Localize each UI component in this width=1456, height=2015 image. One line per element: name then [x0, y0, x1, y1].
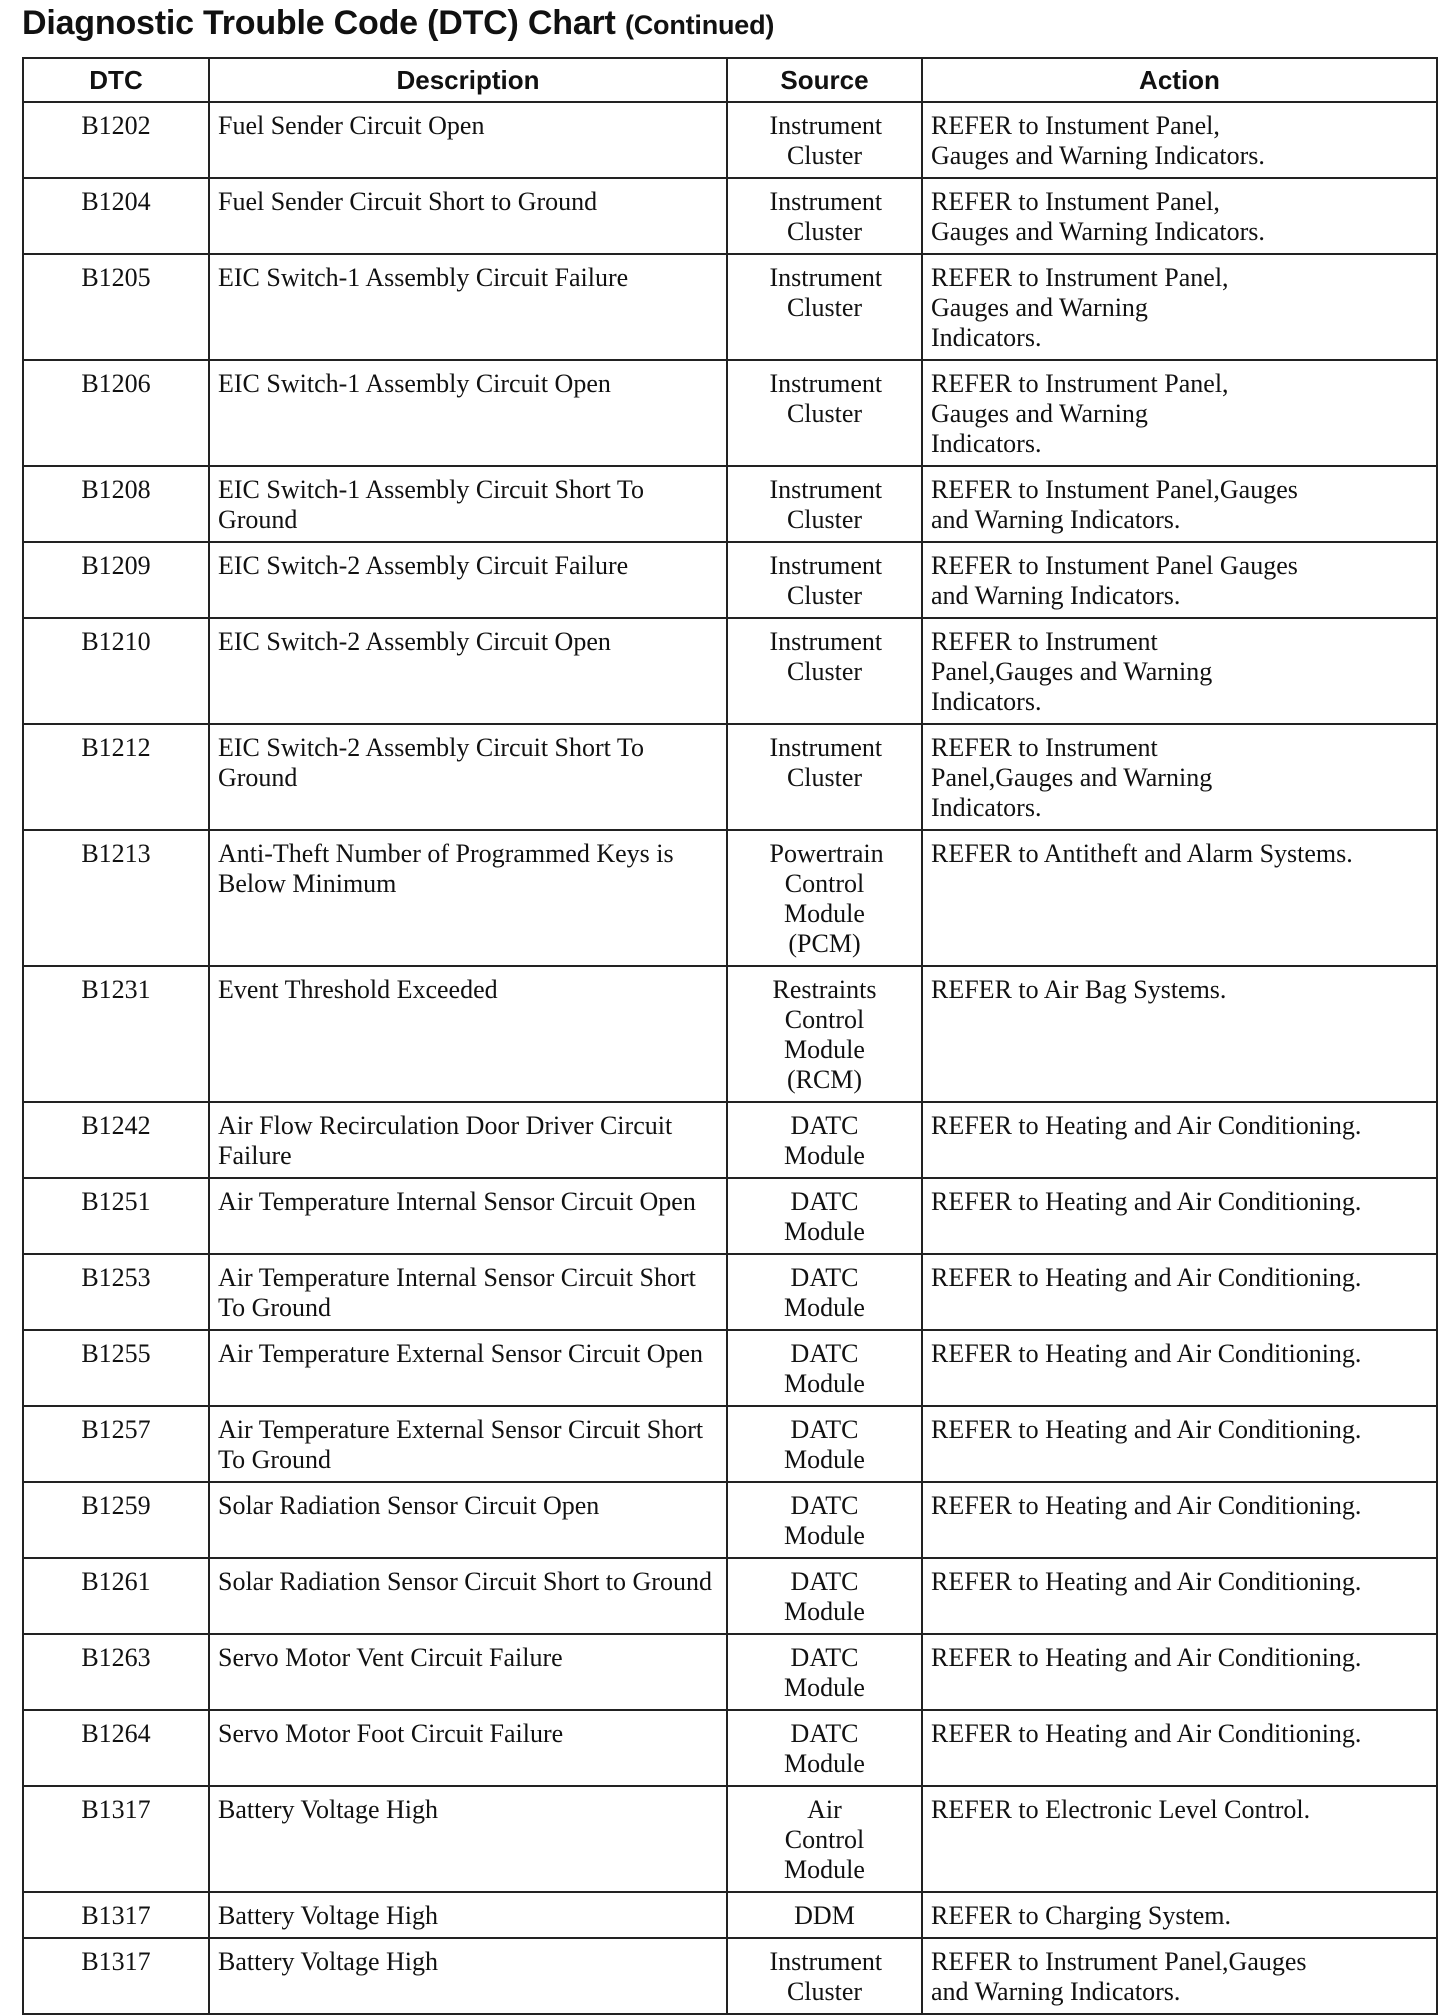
source-text: DATC Module [784, 1339, 865, 1398]
source-text: DATC Module [784, 1187, 865, 1246]
action-text: REFER to Heating and Air Conditioning. [931, 1415, 1362, 1444]
action-cell [922, 1634, 1437, 1710]
description-cell: EIC Switch-1 Assembly Circuit Open [209, 360, 727, 466]
action-cell [922, 254, 1437, 360]
source-cell [727, 360, 922, 466]
dtc-code-cell: B1212 [23, 724, 209, 830]
description-cell: EIC Switch-2 Assembly Circuit Failure [209, 542, 727, 618]
source-text: DDM [794, 1901, 855, 1930]
source-text: DATC Module [784, 1415, 865, 1474]
action-text: REFER to Heating and Air Conditioning. [931, 1491, 1362, 1520]
source-cell [727, 254, 922, 360]
table-row [23, 1406, 1437, 1482]
action-text: REFER to Instrument Panel, Gauges and Warning Indicators. [931, 263, 1229, 352]
table-row [23, 1938, 1437, 2014]
action-cell [922, 466, 1437, 542]
table-row [23, 1892, 1437, 1938]
source-text: Instrument Cluster [769, 551, 883, 610]
column-header-dtc: DTC [23, 58, 209, 102]
dtc-code-cell: B1253 [23, 1254, 209, 1330]
source-text: Instrument Cluster [769, 263, 883, 322]
source-text: Instrument Cluster [769, 475, 883, 534]
column-header-source: Source [727, 58, 922, 102]
action-cell [922, 178, 1437, 254]
action-cell [922, 1558, 1437, 1634]
table-row [23, 1178, 1437, 1254]
source-cell [727, 1634, 922, 1710]
source-cell [727, 618, 922, 724]
action-text: REFER to Instrument Panel,Gauges and Warning Indicators. [931, 733, 1213, 822]
table-row [23, 618, 1437, 724]
description-cell: Servo Motor Vent Circuit Failure [209, 1634, 727, 1710]
action-text: REFER to Heating and Air Conditioning. [931, 1187, 1362, 1216]
dtc-table [22, 57, 1438, 2015]
action-text: REFER to Heating and Air Conditioning. [931, 1263, 1362, 1292]
dtc-code-cell: B1213 [23, 830, 209, 966]
description-cell: Event Threshold Exceeded [209, 966, 727, 1102]
table-body [23, 102, 1437, 2014]
description-cell: Battery Voltage High [209, 1938, 727, 2014]
source-text: DATC Module [784, 1263, 865, 1322]
source-text: DATC Module [784, 1719, 865, 1778]
dtc-code-cell: B1264 [23, 1710, 209, 1786]
source-cell [727, 178, 922, 254]
source-cell [727, 1406, 922, 1482]
dtc-code-cell: B1210 [23, 618, 209, 724]
source-text: Instrument Cluster [769, 369, 883, 428]
description-cell: Air Temperature Internal Sensor Circuit Open [209, 1178, 727, 1254]
table-row [23, 102, 1437, 178]
action-text: REFER to Instrument Panel,Gauges and Warning Indicators. [931, 627, 1213, 716]
table-row [23, 1558, 1437, 1634]
source-cell [727, 1786, 922, 1892]
source-cell [727, 966, 922, 1102]
action-text: REFER to Instument Panel, Gauges and Warning Indicators. [931, 187, 1265, 246]
source-cell [727, 1102, 922, 1178]
action-cell [922, 1786, 1437, 1892]
source-cell [727, 466, 922, 542]
action-text: REFER to Instument Panel Gauges and Warning Indicators. [931, 551, 1298, 610]
description-cell: Fuel Sender Circuit Open [209, 102, 727, 178]
source-text: Instrument Cluster [769, 1947, 883, 2006]
title-text: Diagnostic Trouble Code (DTC) Chart [22, 4, 616, 42]
action-cell [922, 102, 1437, 178]
table-row [23, 1786, 1437, 1892]
column-header-description: Description [209, 58, 727, 102]
description-cell: EIC Switch-2 Assembly Circuit Open [209, 618, 727, 724]
description-cell: Air Flow Recirculation Door Driver Circuit Failure [209, 1102, 727, 1178]
table-row [23, 1710, 1437, 1786]
description-cell: EIC Switch-1 Assembly Circuit Failure [209, 254, 727, 360]
action-cell [922, 618, 1437, 724]
source-cell [727, 724, 922, 830]
source-cell [727, 102, 922, 178]
source-cell [727, 1330, 922, 1406]
source-text: Air Control Module [784, 1795, 865, 1884]
source-cell [727, 1710, 922, 1786]
description-cell: Servo Motor Foot Circuit Failure [209, 1710, 727, 1786]
source-cell [727, 1558, 922, 1634]
description-cell: EIC Switch-1 Assembly Circuit Short To Ground [209, 466, 727, 542]
source-text: Powertrain Control Module (PCM) [769, 839, 884, 958]
source-text: Instrument Cluster [769, 187, 883, 246]
table-row [23, 466, 1437, 542]
action-text: REFER to Instrument Panel,Gauges and Warning Indicators. [931, 1947, 1307, 2006]
dtc-code-cell: B1208 [23, 466, 209, 542]
header-row [23, 58, 1437, 102]
action-cell [922, 1330, 1437, 1406]
source-cell [727, 1482, 922, 1558]
table-row [23, 1634, 1437, 1710]
description-cell: Fuel Sender Circuit Short to Ground [209, 178, 727, 254]
dtc-code-cell: B1251 [23, 1178, 209, 1254]
table-row [23, 1330, 1437, 1406]
dtc-code-cell: B1205 [23, 254, 209, 360]
action-text: REFER to Antitheft and Alarm Systems. [931, 839, 1353, 868]
action-text: REFER to Heating and Air Conditioning. [931, 1111, 1362, 1140]
description-cell: Air Temperature External Sensor Circuit Short To Ground [209, 1406, 727, 1482]
dtc-code-cell: B1231 [23, 966, 209, 1102]
action-text: REFER to Heating and Air Conditioning. [931, 1339, 1362, 1368]
dtc-code-cell: B1255 [23, 1330, 209, 1406]
dtc-code-cell: B1263 [23, 1634, 209, 1710]
page-title [22, 4, 774, 43]
action-cell [922, 830, 1437, 966]
action-cell [922, 966, 1437, 1102]
dtc-code-cell: B1257 [23, 1406, 209, 1482]
action-text: REFER to Charging System. [931, 1901, 1231, 1930]
dtc-code-cell: B1259 [23, 1482, 209, 1558]
action-cell [922, 1102, 1437, 1178]
action-cell [922, 1406, 1437, 1482]
action-text: REFER to Instrument Panel, Gauges and Warning Indicators. [931, 369, 1229, 458]
source-text: DATC Module [784, 1491, 865, 1550]
description-cell: Air Temperature External Sensor Circuit Open [209, 1330, 727, 1406]
source-cell [727, 1254, 922, 1330]
source-cell [727, 1178, 922, 1254]
table-row [23, 178, 1437, 254]
title-suffix: (Continued) [624, 10, 775, 40]
description-cell: Solar Radiation Sensor Circuit Open [209, 1482, 727, 1558]
dtc-code-cell: B1242 [23, 1102, 209, 1178]
dtc-code-cell: B1204 [23, 178, 209, 254]
description-cell: Solar Radiation Sensor Circuit Short to Ground [209, 1558, 727, 1634]
source-cell [727, 1938, 922, 2014]
description-cell: Battery Voltage High [209, 1786, 727, 1892]
table-row [23, 254, 1437, 360]
table-row [23, 830, 1437, 966]
action-cell [922, 1938, 1437, 2014]
table-row [23, 724, 1437, 830]
description-cell: Anti-Theft Number of Programmed Keys is Below Minimum [209, 830, 727, 966]
dtc-code-cell: B1206 [23, 360, 209, 466]
table-row [23, 542, 1437, 618]
source-text: Instrument Cluster [769, 733, 883, 792]
table-row [23, 1482, 1437, 1558]
action-cell [922, 1482, 1437, 1558]
table-row [23, 966, 1437, 1102]
table-row [23, 360, 1437, 466]
source-text: DATC Module [784, 1111, 865, 1170]
action-text: REFER to Electronic Level Control. [931, 1795, 1311, 1824]
action-text: REFER to Instument Panel, Gauges and Warning Indicators. [931, 111, 1265, 170]
source-text: DATC Module [784, 1567, 865, 1626]
action-cell [922, 542, 1437, 618]
dtc-code-cell: B1202 [23, 102, 209, 178]
dtc-code-cell: B1261 [23, 1558, 209, 1634]
dtc-code-cell: B1317 [23, 1786, 209, 1892]
source-text: DATC Module [784, 1643, 865, 1702]
action-cell [922, 1710, 1437, 1786]
source-cell [727, 830, 922, 966]
action-cell [922, 1178, 1437, 1254]
action-cell [922, 1892, 1437, 1938]
source-text: Instrument Cluster [769, 627, 883, 686]
action-cell [922, 360, 1437, 466]
source-text: Instrument Cluster [769, 111, 883, 170]
action-text: REFER to Heating and Air Conditioning. [931, 1567, 1362, 1596]
description-cell: Air Temperature Internal Sensor Circuit Short To Ground [209, 1254, 727, 1330]
action-cell [922, 724, 1437, 830]
dtc-code-cell: B1317 [23, 1938, 209, 2014]
source-cell [727, 1892, 922, 1938]
dtc-code-cell: B1209 [23, 542, 209, 618]
table-row [23, 1254, 1437, 1330]
action-cell [922, 1254, 1437, 1330]
description-cell: EIC Switch-2 Assembly Circuit Short To Ground [209, 724, 727, 830]
dtc-code-cell: B1317 [23, 1892, 209, 1938]
action-text: REFER to Heating and Air Conditioning. [931, 1643, 1362, 1672]
source-text: Restraints Control Module (RCM) [772, 975, 877, 1094]
action-text: REFER to Instument Panel,Gauges and Warning Indicators. [931, 475, 1298, 534]
table-row [23, 1102, 1437, 1178]
description-cell: Battery Voltage High [209, 1892, 727, 1938]
action-text: REFER to Heating and Air Conditioning. [931, 1719, 1362, 1748]
action-text: REFER to Air Bag Systems. [931, 975, 1227, 1004]
column-header-action: Action [922, 58, 1437, 102]
source-cell [727, 542, 922, 618]
